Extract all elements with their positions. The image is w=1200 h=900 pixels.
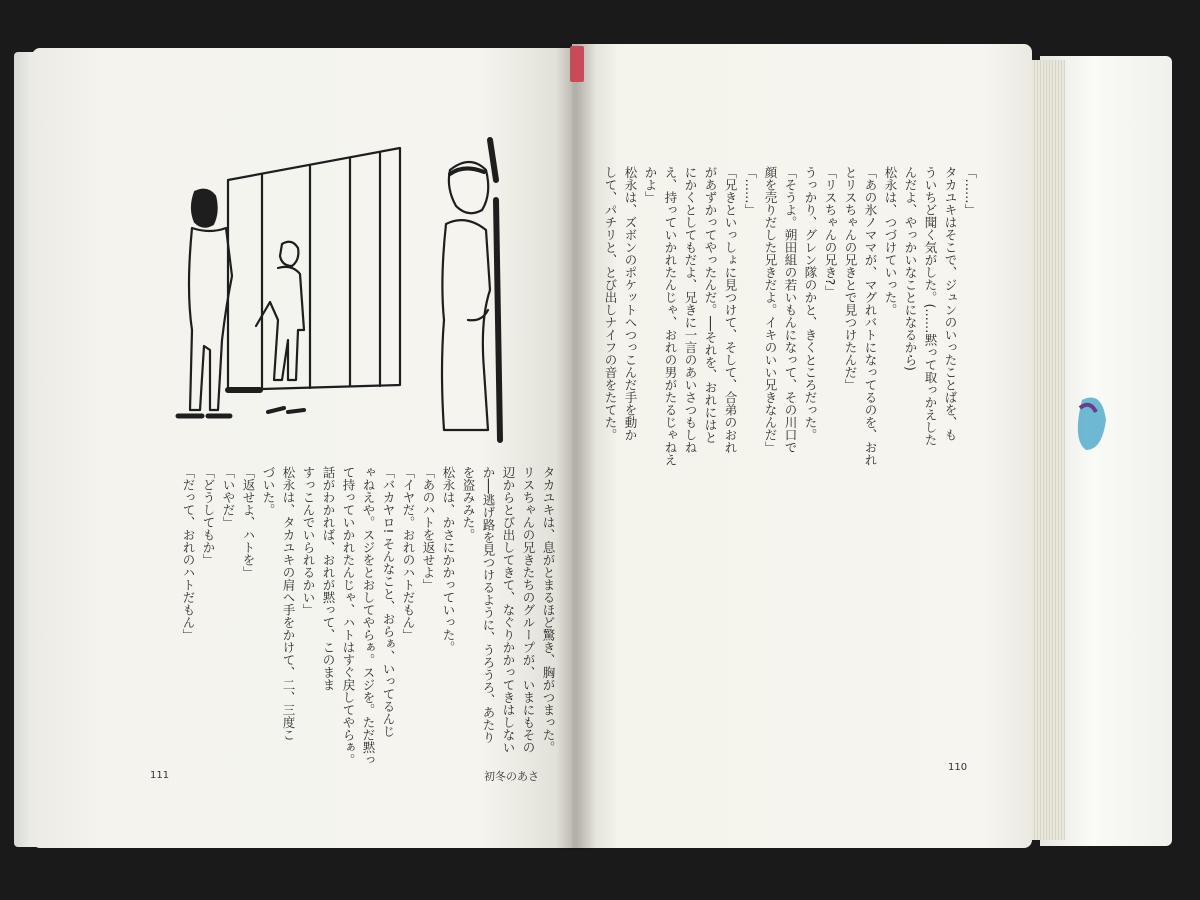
text-line: 「どうしてもか」 [201, 466, 216, 566]
running-head: 初冬のあさ [484, 770, 539, 783]
text-line: 辺からとび出してきて、なぐりかかってきはしない [501, 466, 516, 754]
text-line: 松永は、つづけていった。 [883, 166, 898, 316]
text-line: 「だって、おれのハトだもん」 [181, 466, 196, 641]
text-line: 「あのハトを返せよ」 [421, 466, 436, 591]
text-line: とリスちゃんの兄きとで見つけたんだ」 [843, 166, 858, 391]
text-line: んだよ、やっかいなことになるから) [903, 166, 918, 371]
text-line: 松永は、ズボンのポケットへつっこんだ手を動か [623, 166, 638, 441]
text-line: を盗みみた。 [461, 466, 476, 541]
text-line: タカユキはそこで、ジュンのいったことばを、も [943, 166, 958, 441]
illustration-three-figures [150, 140, 510, 440]
text-line: すっこんでいられるかい」 [301, 466, 316, 616]
text-line: 「イヤだ。おれのハトだもん」 [401, 466, 416, 641]
text-line: 「あの氷ノママが、マグれバトになってるのを、おれ [863, 166, 878, 466]
text-line: 「リスちゃんの兄き?」 [823, 166, 838, 298]
text-line: 「……」 [963, 166, 978, 216]
text-line: うっかり、グレン隊のかと、きくところだった。 [803, 166, 818, 441]
text-line: リスちゃんの兄きたちのグループが、いまにもその [521, 466, 536, 754]
text-line: 顔を売りだした兄きだよ。イキのいい兄きなんだ」 [763, 166, 778, 454]
text-line: 松永は、かさにかかっていった。 [441, 466, 456, 654]
text-line: にかくとしてもだよ、兄きに一言のあいさつもしね [683, 166, 698, 454]
text-line: があずかってやったんだ。──それを、おれにはと [703, 166, 718, 444]
text-line: 「兄きといっしょに見つけて、そして、合弟のおれ [723, 166, 738, 454]
ink-smudge [1072, 390, 1112, 460]
text-line: 「……」 [743, 166, 758, 216]
text-line: か──逃げ路を見つけるように、うろうろ、あたり [481, 466, 496, 744]
text-line: かよ」 [643, 166, 658, 204]
page-number-right: 110 [948, 762, 968, 773]
bookmark-ribbon [570, 46, 584, 82]
book-gutter [556, 44, 596, 850]
right-page-text [603, 166, 980, 706]
text-line: 松永は、タカユキの肩へ手をかけて、二、三度こ [281, 466, 296, 741]
text-line: て持っていかれたんじゃ、ハトはすぐ戻してやらぁ。 [341, 466, 356, 766]
text-line: 「返せよ、ハトを」 [241, 466, 256, 579]
text-line: 「そうよ。朔田組の若いもんになって、その川口で [783, 166, 798, 454]
text-line: づいた。 [261, 466, 276, 516]
page-number-left: 111 [150, 770, 170, 781]
text-line: 話がわかれば、おれが黙って、このまま [321, 466, 336, 691]
text-line: ゃねえや。スジをとおしてやらぁ。スジを。ただ黙っ [361, 466, 376, 766]
text-line: して、パチリと、とび出しナイフの音をたてた。 [603, 166, 618, 441]
text-line: 「いやだ」 [221, 466, 236, 529]
text-line: ういちど聞く気がした。(……黙って取っかえした [923, 166, 938, 446]
text-line: タカユキは、息がとまるほど驚き、胸がつまった。 [541, 466, 556, 754]
text-line: え、持っていかれたんじゃ、おれの男がたるじゃねえ [663, 166, 678, 466]
text-line: 「バカヤロ! そんなこと、おらぁ、いってるんじ [381, 466, 396, 738]
left-page-text [166, 466, 558, 766]
